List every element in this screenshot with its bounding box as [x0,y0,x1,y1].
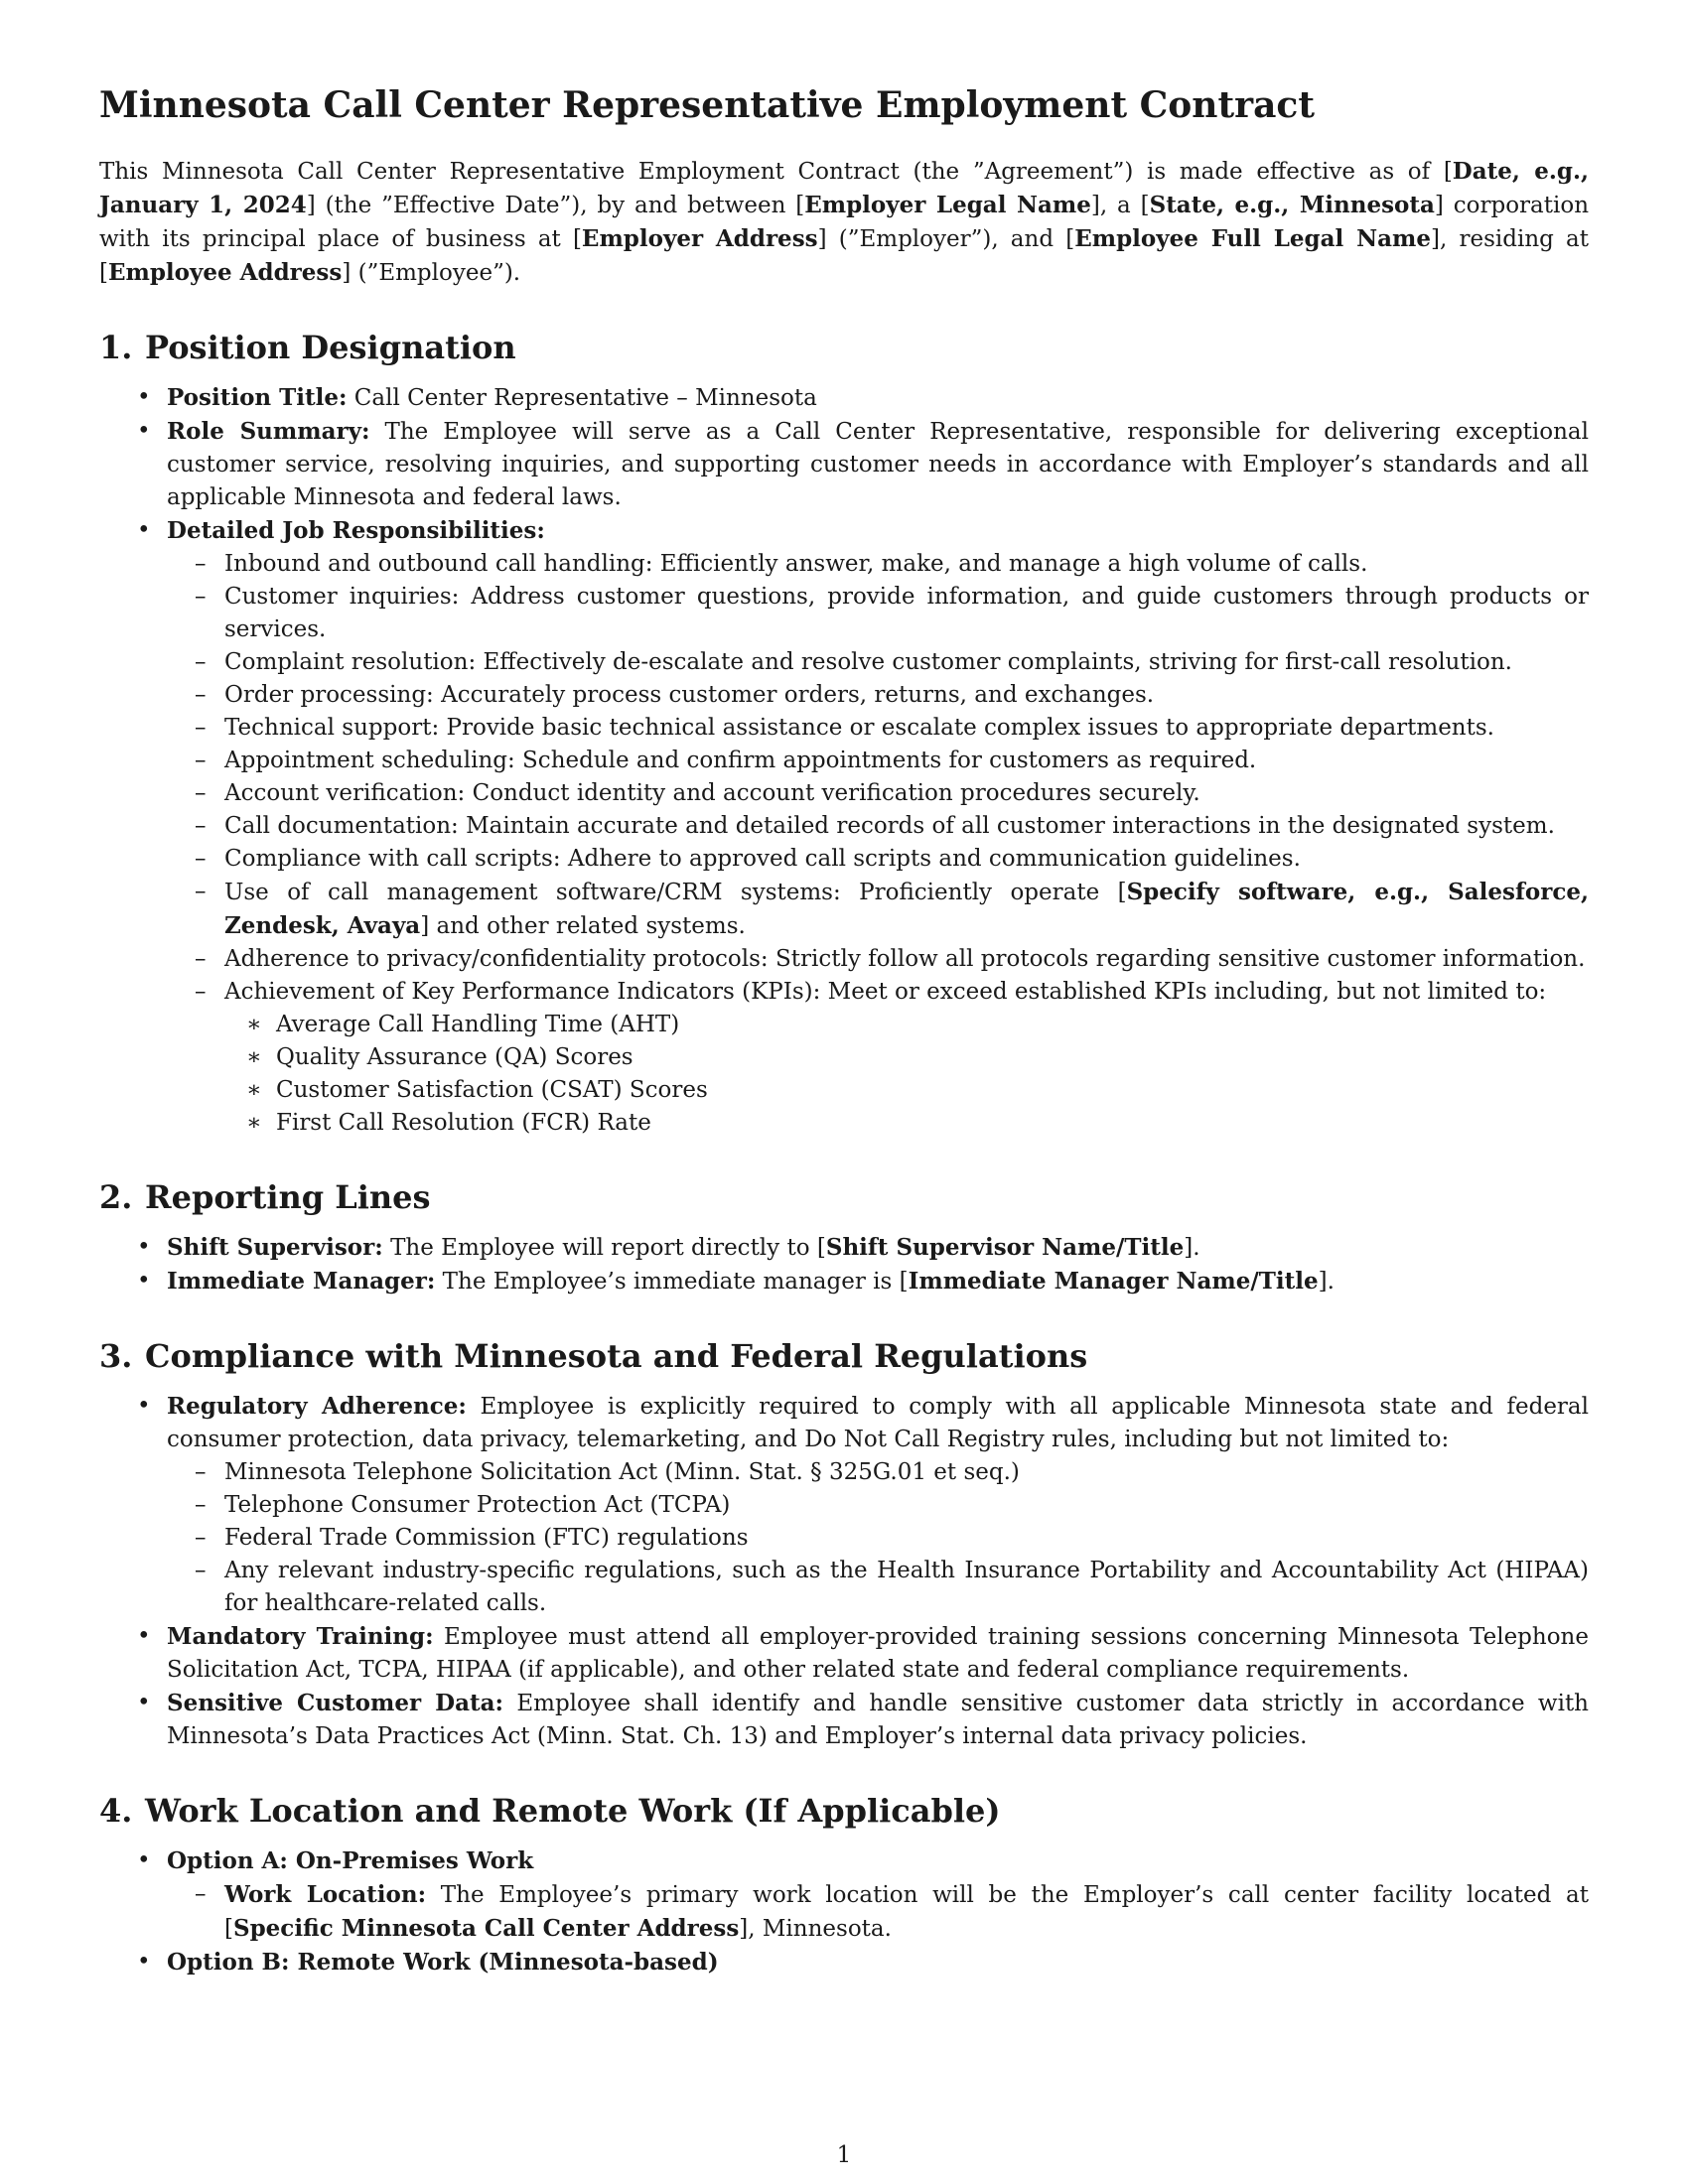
text-run: ]. [1184,1235,1200,1261]
sub-list-item [167,745,1589,777]
sub-list-item [167,712,1589,745]
dash-icon: – [195,780,207,806]
placeholder-field: Date, e.g., January 1, 2024 [99,158,1590,218]
dash-icon: – [195,748,207,773]
bullet-list [99,1390,1589,1753]
sub-list-item [167,876,1589,943]
asterisk-icon: ∗ [246,1012,262,1037]
list-item [99,1231,1589,1265]
dash-icon: – [195,1881,207,1907]
text-run: Federal Trade Commission (FTC) regulations [224,1525,749,1551]
section-heading [99,1791,1589,1831]
dash-icon: – [195,813,207,839]
placeholder-field: Specific Minnesota Call Center Address [232,1915,740,1942]
item-text: Call Center Representative – Minnesota [347,385,817,411]
text-run: Call documentation: Maintain accurate and detailed records of all customer interactions in the designated system. [224,813,1555,839]
text-run: Achievement of Key Performance Indicators (KPIs): Meet or exceed established KPIs including, but not limited to: [224,979,1547,1005]
sub-list-item [167,1456,1589,1489]
text-run: Adherence to privacy/confidentiality protocols: Strictly follow all protocols regarding sensitive customer information. [224,946,1586,972]
section-number: 1. [99,329,133,366]
item-label: Mandatory Training: [167,1623,434,1650]
text-run: ], residing at [ [99,226,1589,286]
placeholder-field: Employer Address [581,225,818,252]
text-run: Telephone Consumer Protection Act (TCPA) [224,1492,731,1518]
list-item [99,514,1589,1140]
text-run: ], a [ [1090,193,1150,218]
dash-icon: – [195,1459,207,1485]
list-item [99,1265,1589,1298]
list-item [99,1844,1589,1946]
list-item [99,381,1589,415]
sub-list-item [167,1522,1589,1555]
dash-icon: – [195,979,207,1005]
kpi-item [224,1009,1589,1041]
dash-icon: – [195,682,207,708]
sub-list-item [167,777,1589,810]
dash-icon: – [195,1492,207,1518]
bullet-icon: • [137,1949,151,1975]
list-item [99,1946,1589,1979]
dash-icon: – [195,1525,207,1551]
item-text: The Employee will serve as a Call Center Representative, responsible for delivering exceptional customer service, resolving inquiries, and supporting customer needs in accordance with Employer’s standards and all applicable Minnesota and federal laws. [167,419,1589,510]
text-run: Any relevant industry-specific regulations, such as the Health Insurance Portability and Accountability Act (HIPAA) for healthcare-related calls. [224,1558,1589,1616]
section-title: Compliance with Minnesota and Federal Regulations [145,1337,1088,1375]
kpi-text: Quality Assurance (QA) Scores [276,1044,633,1070]
sub-list [167,1456,1589,1620]
asterisk-icon: ∗ [246,1044,262,1070]
list-item [99,1620,1589,1687]
text-run: Compliance with call scripts: Adhere to approved call scripts and communication guidelines. [224,846,1301,872]
bullet-list [99,1844,1589,1979]
bullet-icon: • [137,1623,151,1649]
sub-list-item [167,1489,1589,1522]
text-run: ] (”Employee”). [342,260,521,286]
item-label: Detailed Job Responsibilities: [167,517,545,544]
dash-icon: – [195,879,207,904]
sub-list-item [167,976,1589,1140]
section-title: Reporting Lines [145,1178,431,1216]
text-run: Customer inquiries: Address customer questions, provide information, and guide customers through products or services. [224,584,1589,642]
dash-icon: – [195,551,207,577]
text-run: Inbound and outbound call handling: Efficiently answer, make, and manage a high volume of calls. [224,551,1368,577]
document-title: Minnesota Call Center Representative Employment Contract [99,84,1315,126]
sub-list-item [167,646,1589,679]
placeholder-field: State, e.g., Minnesota [1149,192,1435,218]
text-run: ] (the ”Effective Date”), by and between [ [306,193,805,218]
sub-list-item [167,1878,1589,1946]
dash-icon: – [195,584,207,610]
bullet-icon: • [137,1268,151,1294]
dash-icon: – [195,1558,207,1583]
dash-icon: – [195,649,207,675]
text-run: This Minnesota Call Center Representative Employment Contract (the ”Agreement”) is made effective as of [ [99,159,1453,185]
placeholder-field: Immediate Manager Name/Title [908,1268,1319,1295]
page-number: 1 [836,2142,852,2168]
list-item [99,1390,1589,1620]
section-heading [99,328,1589,367]
kpi-text: First Call Resolution (FCR) Rate [276,1110,651,1136]
placeholder-field: Specify software, e.g., Salesforce, Zendesk, Avaya [224,879,1589,939]
sub-list-item [167,843,1589,876]
sub-list-item [167,581,1589,646]
placeholder-field: Employee Full Legal Name [1074,225,1432,252]
asterisk-icon: ∗ [246,1110,262,1136]
text-run: ] corporation with its principal place of business at [ [99,193,1590,252]
kpi-item [224,1074,1589,1107]
kpi-item [224,1107,1589,1140]
placeholder-field: Employee Address [107,259,343,286]
kpi-text: Customer Satisfaction (CSAT) Scores [276,1077,708,1103]
bullet-icon: • [137,517,151,543]
text-run: Minnesota Telephone Solicitation Act (Minn. Stat. § 325G.01 et seq.) [224,1459,1020,1485]
bullet-icon: • [137,384,151,410]
section-title: Work Location and Remote Work (If Applicable) [145,1792,1001,1830]
section-number: 2. [99,1178,133,1216]
item-text: Employee must attend all employer-provided training sessions concerning Minnesota Telephone Solicitation Act, TCPA, HIPAA (if applicable), and other related state and federal compliance requirements. [167,1624,1589,1683]
document-page [99,81,1589,1979]
text-run: Order processing: Accurately process customer orders, returns, and exchanges. [224,682,1155,708]
item-label: Shift Supervisor: [167,1234,383,1261]
section-number: 3. [99,1337,133,1375]
bullet-list [99,381,1589,1140]
text-run: ] and other related systems. [420,913,746,939]
text-run: The Employee’s immediate manager is [ [435,1269,909,1295]
item-label: Role Summary: [167,418,370,445]
item-label: Regulatory Adherence: [167,1393,467,1420]
sub-sub-list [224,1009,1589,1140]
placeholder-field: Shift Supervisor Name/Title [825,1234,1185,1261]
section-heading [99,1336,1589,1376]
item-label: Work Location: [224,1881,427,1908]
sub-list-item [167,943,1589,976]
text-run: The Employee’s primary work location will be the Employer’s call center facility located at [ [224,1882,1589,1942]
text-run: Technical support: Provide basic technical assistance or escalate complex issues to appropriate departments. [224,715,1494,741]
item-label: Option A: On-Premises Work [167,1847,534,1874]
placeholder-field: Employer Legal Name [804,192,1091,218]
intro-paragraph [99,155,1589,290]
list-item [99,1687,1589,1753]
bullet-icon: • [137,1393,151,1419]
section-heading [99,1177,1589,1217]
item-text: Employee is explicitly required to comply with all applicable Minnesota state and federal consumer protection, data privacy, telemarketing, and Do Not Call Registry rules, including but not limited to: [167,1394,1589,1452]
bullet-icon: • [137,418,151,444]
item-label: Immediate Manager: [167,1268,436,1295]
item-label: Position Title: [167,384,348,411]
sub-list-item [167,679,1589,712]
item-label: Option B: Remote Work (Minnesota-based) [167,1949,719,1976]
section-number: 4. [99,1792,133,1830]
list-item [99,415,1589,514]
text-run: Use of call management software/CRM systems: Proficiently operate [ [224,880,1127,905]
sub-list [167,548,1589,1140]
dash-icon: – [195,715,207,741]
sub-list-item [167,810,1589,843]
dash-icon: – [195,946,207,972]
text-run: Complaint resolution: Effectively de-escalate and resolve customer complaints, striving for first-call resolution. [224,649,1512,675]
sub-list [167,1878,1589,1946]
text-run: ]. [1318,1269,1335,1295]
sections-container [99,328,1589,1979]
bullet-icon: • [137,1690,151,1715]
sub-list-item [167,1555,1589,1620]
text-run: ], Minnesota. [739,1916,892,1942]
kpi-text: Average Call Handling Time (AHT) [276,1012,680,1037]
bullet-icon: • [137,1847,151,1873]
text-run: ] (”Employer”), and [ [817,226,1075,252]
sub-list-item [167,548,1589,581]
bullet-list [99,1231,1589,1298]
text-run: Appointment scheduling: Schedule and confirm appointments for customers as required. [224,748,1257,773]
section-title: Position Designation [145,329,516,366]
item-text: Employee shall identify and handle sensitive customer data strictly in accordance with Minnesota’s Data Practices Act (Minn. Stat. Ch. 13) and Employer’s internal data privacy policies. [167,1691,1589,1749]
item-label: Sensitive Customer Data: [167,1690,503,1716]
asterisk-icon: ∗ [246,1077,262,1103]
dash-icon: – [195,846,207,872]
kpi-item [224,1041,1589,1074]
text-run: The Employee will report directly to [ [382,1235,826,1261]
bullet-icon: • [137,1234,151,1260]
text-run: Account verification: Conduct identity and account verification procedures securely. [224,780,1200,806]
